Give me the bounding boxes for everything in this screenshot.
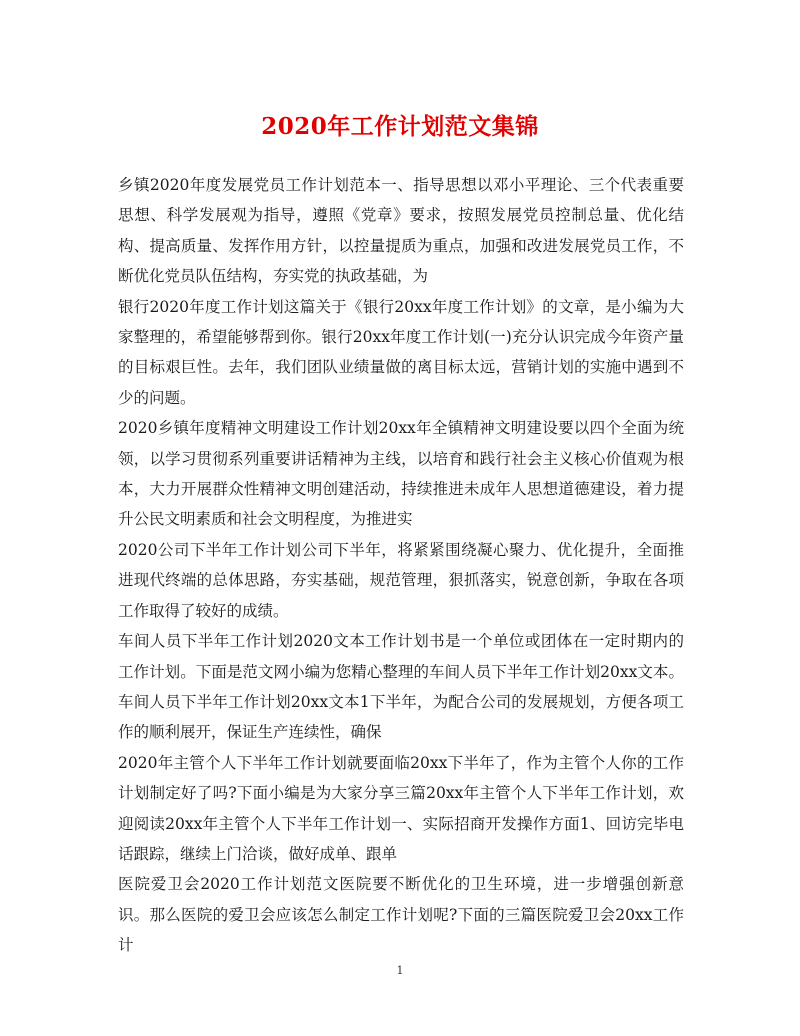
paragraph-4: 2020公司下半年工作计划公司下半年，将紧紧围绕凝心聚力、优化提升，全面推进现代终端的总体思路，夯实基础，规范管理，狠抓落实，锐意创新，争取在各项工作取得了较好的成绩。 [118,540,684,620]
document-body [118,170,684,961]
paragraph-5: 车间人员下半年工作计划2020文本工作计划书是一个单位或团体在一定时期内的工作计划。下面是范文网小编为您精心整理的车间人员下半年工作计划20xx文本。车间人员下半年工作计划20xx文本1下半年，为配合公司的发展规划，方便各项工作的顺利展开，保证生产连续性，确保 [118,632,684,742]
paragraph-2: 银行2020年度工作计划这篇关于《银行20xx年度工作计划》的文章，是小编为大家整理的，希望能够帮到你。银行20xx年度工作计划(一)充分认识完成今年资产量的目标艰巨性。去年，我们团队业绩量做的离目标太远，营销计划的实施中遇到不少的问题。 [118,297,684,407]
paragraph-7: 医院爱卫会2020工作计划范文医院要不断优化的卫生环境，进一步增强创新意识。那么医院的爱卫会应该怎么制定工作计划呢?下面的三篇医院爱卫会20xx工作计 [118,875,684,955]
page-number: 1 [396,964,404,977]
document-title: 2020年工作计划范文集锦 [261,113,539,140]
paragraph-6: 2020年主管个人下半年工作计划就要面临20xx下半年了，作为主管个人你的工作计划制定好了吗?下面小编是为大家分享三篇20xx年主管个人下半年工作计划，欢迎阅读20xx年主管个人下半年工作计划一、实际招商开发操作方面1、回访完毕电话跟踪，继续上门洽谈，做好成单、跟单 [118,753,684,863]
paragraph-1: 乡镇2020年度发展党员工作计划范本一、指导思想以邓小平理论、三个代表重要思想、科学发展观为指导，遵照《党章》要求，按照发展党员控制总量、优化结构、提高质量、发挥作用方针，以控量提质为重点，加强和改进发展党员工作，不断优化党员队伍结构，夯实党的执政基础，为 [118,176,684,286]
paragraph-3: 2020乡镇年度精神文明建设工作计划20xx年全镇精神文明建设要以四个全面为统领，以学习贯彻系列重要讲话精神为主线，以培育和践行社会主义核心价值观为根本，大力开展群众性精神文明创建活动，持续推进未成年人思想道德建设，着力提升公民文明素质和社会文明程度，为推进实 [118,419,684,529]
